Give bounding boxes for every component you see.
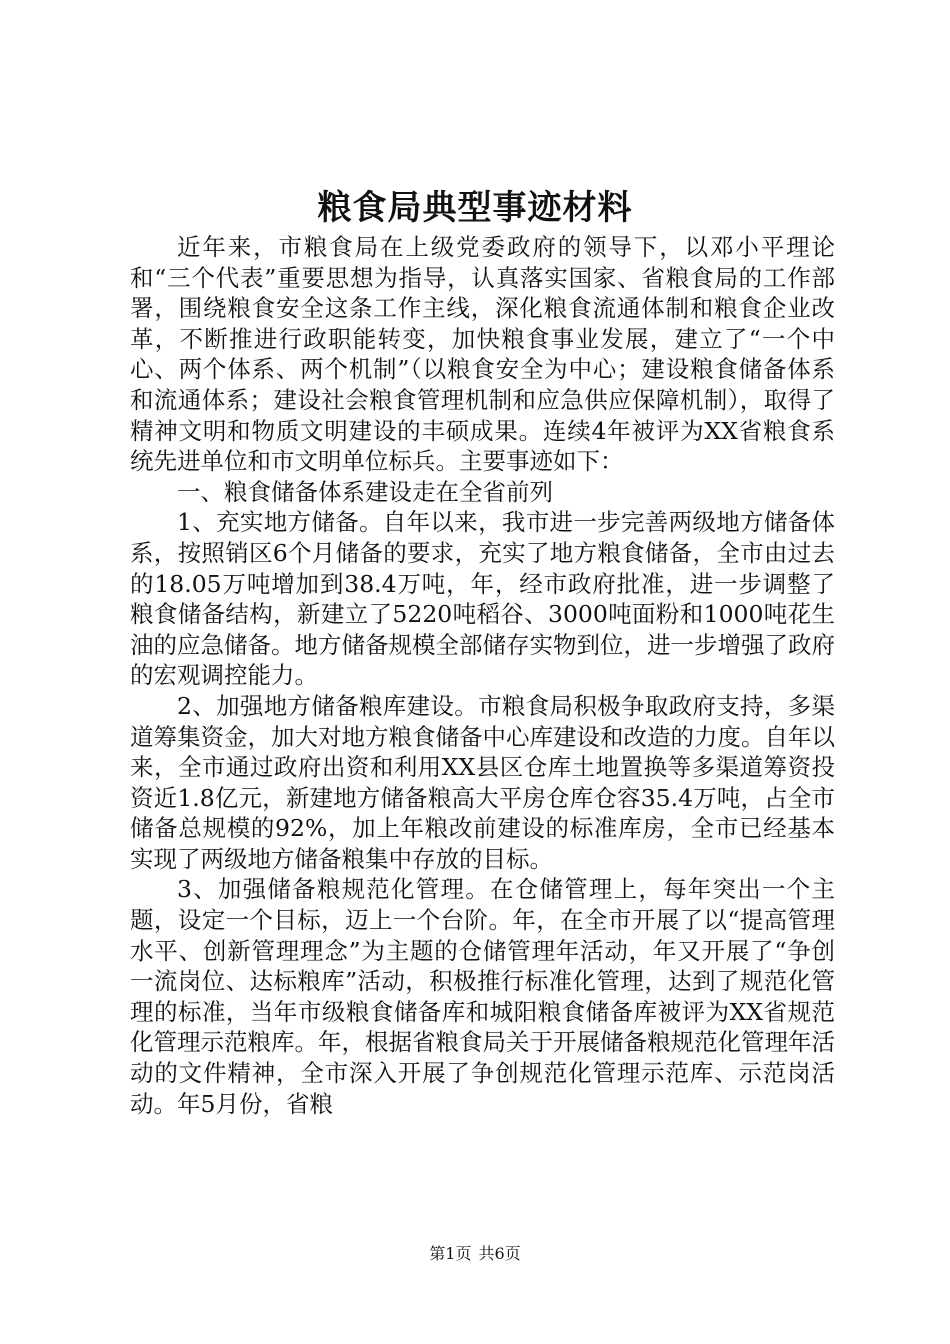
intro-paragraph: 近年来，市粮食局在上级党委政府的领导下，以邓小平理论和“三个代表”重要思想为指导，认真落实国家、省粮食局的工作部署，围绕粮食安全这条工作主线，深化粮食流通体制和粮食企业改革，不断推进行政职能转变，加快粮食事业发展，建立了“一个中心、两个体系、两个机制”（以粮食安全为中心；建设粮食储备体系和流通体系；建设社会粮食管理机制和应急供应保障机制），取得了精神文明和物质文明建设的丰硕成果。连续4年被评为XX省粮食系统先进单位和市文明单位标兵。主要事迹如下： xyxy=(130,233,835,476)
document-title: 粮食局典型事迹材料 xyxy=(317,188,633,228)
document-body xyxy=(130,232,835,1119)
page-footer xyxy=(0,1243,950,1265)
body-paragraph: 3、加强储备粮规范化管理。在仓储管理上，每年突出一个主题，设定一个目标，迈上一个台阶。年，在全市开展了以“提高管理水平、创新管理理念”为主题的仓储管理年活动，年又开展了“争创一流岗位、达标粮库”活动，积极推行标准化管理，达到了规范化管理的标准，当年市级粮食储备库和城阳粮食储备库被评为XX省规范化管理示范粮库。年，根据省粮食局关于开展储备粮规范化管理年活动的文件精神，全市深入开展了争创规范化管理示范库、示范岗活动。年5月份，省粮 xyxy=(130,875,835,1118)
page-number: 第1页 xyxy=(429,1244,472,1263)
body-paragraph: 1、充实地方储备。自年以来，我市进一步完善两级地方储备体系，按照销区6个月储备的要求，充实了地方粮食储备，全市由过去的18.05万吨增加到38.4万吨，年，经市政府批准，进一步调整了粮食储备结构，新建立了5220吨稻谷、3000吨面粉和1000吨花生油的应急储备。地方储备规模全部储存实物到位，进一步增强了政府的宏观调控能力。 xyxy=(130,508,835,690)
section-heading: 一、粮食储备体系建设走在全省前列 xyxy=(177,477,553,506)
body-paragraph: 2、加强地方储备粮库建设。市粮食局积极争取政府支持，多渠道筹集资金，加大对地方粮食储备中心库建设和改造的力度。自年以来，全市通过政府出资和利用XX县区仓库土地置换等多渠道筹资投资近1.8亿元，新建地方储备粮高大平房仓库仓容35.4万吨，占全市储备总规模的92%，加上年粮改前建设的标准库房，全市已经基本实现了两级地方储备粮集中存放的目标。 xyxy=(130,691,835,873)
page-total: 共6页 xyxy=(478,1244,521,1263)
